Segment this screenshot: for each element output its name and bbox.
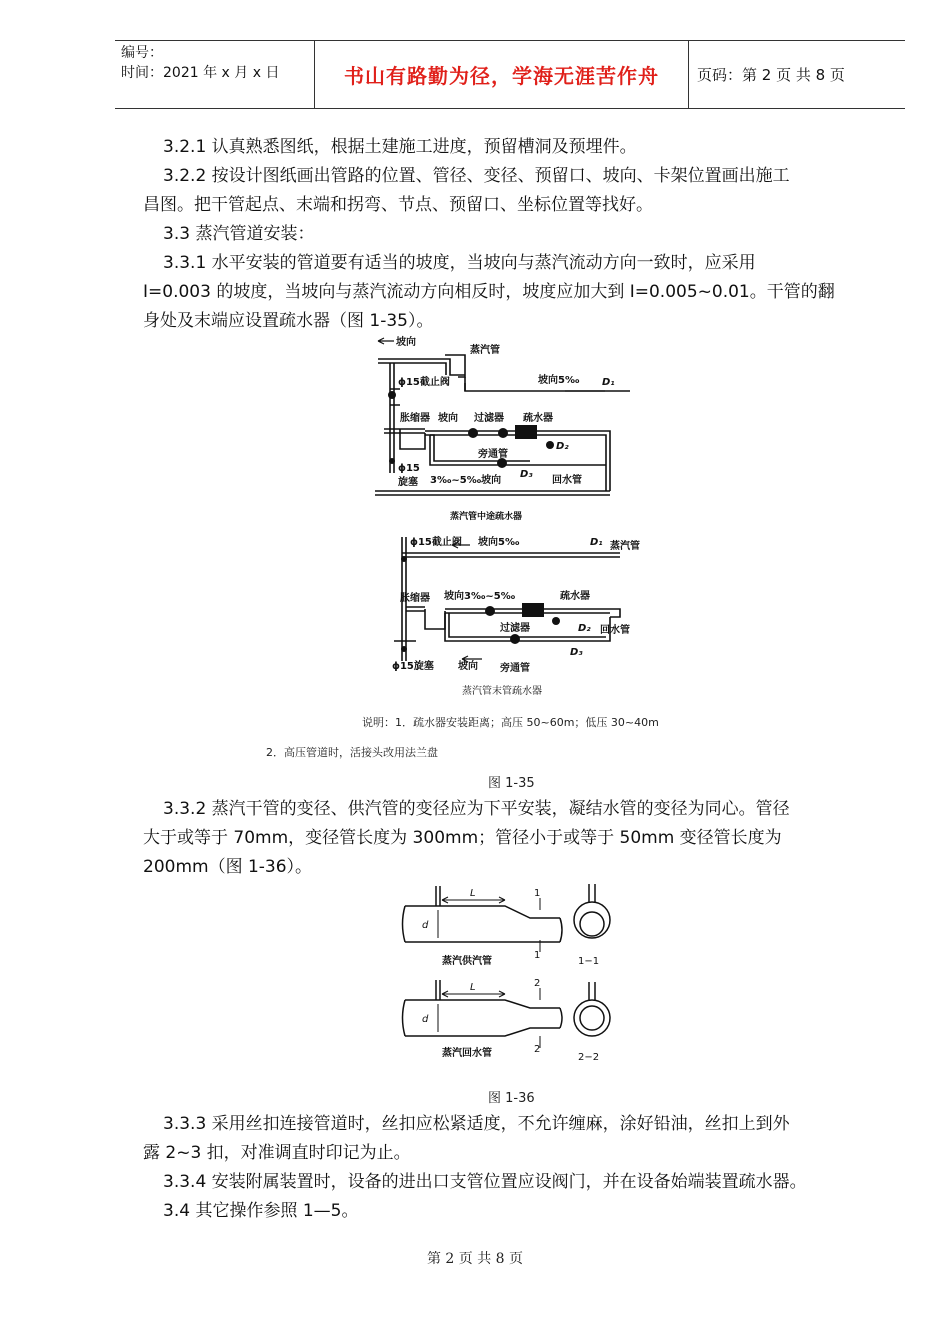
fig136-label-d1: d bbox=[422, 920, 429, 931]
fig135-bot-label-slope35: 坡向3‰~5‰ bbox=[444, 591, 516, 602]
fig136-label-sec2-bot: 2 bbox=[534, 1044, 541, 1055]
fig135-top-label-slope35: 3‰~5‰坡向 bbox=[430, 475, 502, 486]
figure-1-35-number: 图 1-35 bbox=[488, 776, 535, 791]
fig135-top-label-return: 回水管 bbox=[552, 475, 582, 486]
fig135-bot-caption: 蒸汽管末管疏水器 bbox=[462, 686, 542, 697]
fig135-bot-label-d1: D₁ bbox=[590, 537, 603, 548]
fig136-label-L1: L bbox=[470, 888, 476, 899]
fig135-top-label-expander: 胀缩器 bbox=[400, 413, 430, 424]
fig135-top-label-steam-pipe: 蒸汽管 bbox=[470, 345, 500, 356]
fig135-bot-label-steam-pipe: 蒸汽管 bbox=[610, 541, 640, 552]
fig135-top-label-slope-b: 坡向 bbox=[438, 413, 458, 424]
figure-1-35-note-1: 说明：1．疏水器安装距离；高压 50~60m；低压 30~40m bbox=[362, 716, 659, 729]
fig136-label-sec1-bot: 1 bbox=[534, 950, 541, 961]
section-3-3-3-3-4-text bbox=[143, 1110, 868, 1226]
fig135-bot-label-plug: ϕ15旋塞 bbox=[392, 661, 434, 672]
fig135-bot-label-valve: ϕ15截止阀 bbox=[410, 537, 462, 548]
paragraph-3-3-3-line2: 露 2~3 扣，对准调直时印记为止。 bbox=[143, 1143, 411, 1163]
figure-1-36-number: 图 1-36 bbox=[488, 1091, 535, 1106]
paragraph-3-2-2-line2: 昌图。把干管起点、末端和拐弯、节点、预留口、坐标位置等找好。 bbox=[143, 195, 653, 215]
paragraph-3-3-2-line2: 大于或等于 70mm，变径管长度为 300mm；管径小于或等于 50mm 变径管长度为 bbox=[143, 828, 782, 848]
section-3-2-3-3-text bbox=[143, 133, 868, 336]
paragraph-3-3-3-line1: 3.3.3 采用丝扣连接管道时，丝扣应松紧适度，不允许缠麻，涂好铅油，丝扣上到外 bbox=[163, 1114, 790, 1134]
header-motto: 书山有路勤为径，学海无涯苦作舟 bbox=[315, 41, 689, 108]
page-header bbox=[115, 40, 905, 109]
paragraph-3-3-2-line3: 200mm（图 1-36）。 bbox=[143, 857, 313, 877]
fig135-top-label-slope5: 坡向5‰ bbox=[538, 375, 580, 386]
fig136-label-d2: d bbox=[422, 1014, 429, 1025]
paragraph-3-3-1-line2: I=0.003 的坡度，当坡向与蒸汽流动方向相反时，坡度应加大到 I=0.005~0.01。干管的翻 bbox=[143, 282, 835, 302]
fig136-caption-return: 蒸汽回水管 bbox=[442, 1048, 492, 1059]
fig135-bot-label-filter: 过滤器 bbox=[500, 623, 530, 634]
fig135-top-label-d2: D₂ bbox=[556, 441, 569, 452]
paragraph-3-2-1: 3.2.1 认真熟悉图纸，根据土建施工进度，预留槽洞及预埋件。 bbox=[163, 137, 637, 157]
fig135-top-label-d1: D₁ bbox=[602, 377, 615, 388]
section-3-3-2-text bbox=[143, 795, 868, 882]
paragraph-3-3-4: 3.3.4 安装附属装置时，设备的进出口支管位置应设阀门，并在设备始端装置疏水器。 bbox=[163, 1172, 807, 1192]
fig135-bot-label-d3: D₃ bbox=[570, 647, 583, 658]
fig136-label-sec1-top: 1 bbox=[534, 888, 541, 899]
fig135-bot-label-return: 回水管 bbox=[600, 625, 630, 636]
fig135-top-label-slope: 坡向 bbox=[396, 337, 416, 348]
header-page-info: 页码：第 2 页 共 8 页 bbox=[697, 66, 845, 84]
figure-1-35-diagram bbox=[370, 333, 650, 697]
fig136-label-L2: L bbox=[470, 982, 476, 993]
fig135-top-label-bypass: 旁通管 bbox=[478, 449, 508, 460]
figure-1-36-diagram bbox=[400, 880, 630, 1065]
paragraph-3-3-1-line1: 3.3.1 水平安装的管道要有适当的坡度，当坡向与蒸汽流动方向一致时，应采用 bbox=[163, 253, 756, 273]
header-number-label: 编号： bbox=[121, 45, 163, 61]
fig135-top-label-d3: D₃ bbox=[520, 469, 533, 480]
fig136-section-2: 2−2 bbox=[578, 1052, 600, 1063]
header-meta bbox=[115, 41, 315, 108]
fig135-bot-label-trap: 疏水器 bbox=[560, 591, 590, 602]
fig135-top-label-trap: 疏水器 bbox=[523, 413, 553, 424]
figure-1-35-note-2: 2．高压管道时，活接头改用法兰盘 bbox=[266, 746, 438, 759]
fig135-bot-label-slope5: 坡向5‰ bbox=[478, 537, 520, 548]
fig135-bot-label-expander: 胀缩器 bbox=[400, 593, 430, 604]
paragraph-3-3-2-line1: 3.3.2 蒸汽干管的变径、供汽管的变径应为下平安装，凝结水管的变径为同心。管径 bbox=[163, 799, 790, 819]
fig135-top-label-filter: 过滤器 bbox=[474, 413, 504, 424]
fig135-bot-label-bypass: 旁通管 bbox=[500, 663, 530, 674]
fig136-caption-supply: 蒸汽供汽管 bbox=[442, 956, 492, 967]
page-footer: 第 2 页 共 8 页 bbox=[426, 1251, 524, 1267]
paragraph-3-4: 3.4 其它操作参照 1—5。 bbox=[163, 1201, 359, 1221]
fig135-top-label-plug: 旋塞 bbox=[398, 477, 418, 488]
paragraph-3-3-1-line3: 身处及末端应设置疏水器（图 1-35）。 bbox=[143, 311, 434, 331]
fig135-bot-label-d2: D₂ bbox=[578, 623, 591, 634]
paragraph-3-2-2-line1: 3.2.2 按设计图纸画出管路的位置、管径、变径、预留口、坡向、卡架位置画出施工 bbox=[163, 166, 790, 186]
fig135-top-caption: 蒸汽管中途疏水器 bbox=[450, 512, 523, 522]
fig135-top-label-phi15: ϕ15 bbox=[398, 463, 420, 474]
fig135-bot-label-slope: 坡向 bbox=[458, 661, 478, 672]
paragraph-3-3: 3.3 蒸汽管道安装： bbox=[163, 224, 315, 244]
fig136-section-1: 1−1 bbox=[578, 956, 600, 967]
fig136-label-sec2-top: 2 bbox=[534, 978, 541, 989]
fig135-top-label-valve: ϕ15截止阀 bbox=[398, 377, 450, 388]
header-time-label: 时间：2021 年 x 月 x 日 bbox=[121, 65, 280, 81]
